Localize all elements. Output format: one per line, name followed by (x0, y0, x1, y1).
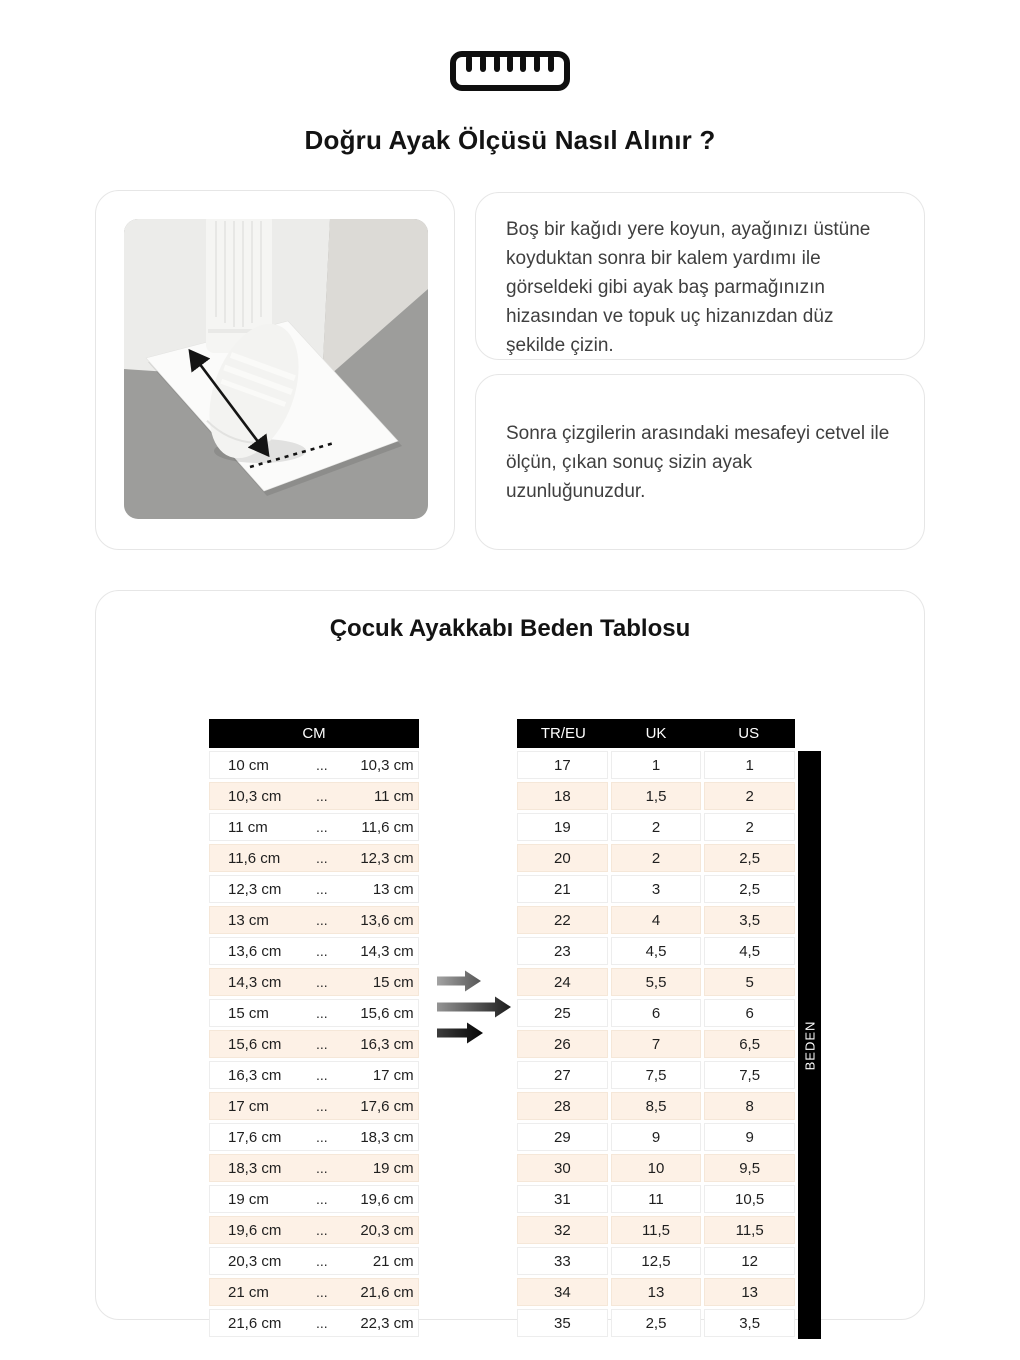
col-header-us: US (738, 725, 760, 742)
page-title: Doğru Ayak Ölçüsü Nasıl Alınır ? (304, 125, 716, 155)
cm-table-row: 15 cm ... 15,6 cm (209, 999, 419, 1027)
beden-label: BEDEN (802, 1020, 818, 1070)
cm-table-row: 18,3 cm ... 19 cm (209, 1154, 419, 1182)
conversion-table-row: 22 4 3,5 (517, 906, 795, 934)
conversion-table-header (517, 719, 795, 748)
cm-table-header: CM (209, 719, 419, 748)
size-chart-card (95, 590, 925, 1332)
arrows-right-icon (434, 969, 514, 1049)
cm-table-row: 14,3 cm ... 15 cm (209, 968, 419, 996)
conversion-table-row: 28 8,5 8 (517, 1092, 795, 1120)
instruction-card-1 (475, 192, 925, 360)
cm-table-row: 10,3 cm ... 11 cm (209, 782, 419, 810)
cm-table-row: 12,3 cm ... 13 cm (209, 875, 419, 903)
cm-table-row: 11,6 cm ... 12,3 cm (209, 844, 419, 872)
cm-table-row: 21,6 cm ... 22,3 cm (209, 1309, 419, 1337)
cm-table-body (209, 751, 419, 1337)
cm-table-row: 17,6 cm ... 18,3 cm (209, 1123, 419, 1151)
conversion-table-row: 27 7,5 7,5 (517, 1061, 795, 1089)
conversion-table-row: 19 2 2 (517, 813, 795, 841)
instruction-step-2: Sonra çizgilerin arasındaki mesafeyi cetvel ile ölçün, çıkan sonuç sizin ayak uzunluğunuzdur. (506, 422, 890, 502)
col-header-uk: UK (645, 725, 667, 742)
cm-table-row: 16,3 cm ... 17 cm (209, 1061, 419, 1089)
page-header (0, 50, 1020, 156)
conversion-table (517, 719, 795, 1340)
cm-table-row: 21 cm ... 21,6 cm (209, 1278, 419, 1306)
cm-table-row: 17 cm ... 17,6 cm (209, 1092, 419, 1120)
conversion-table-row: 32 11,5 11,5 (517, 1216, 795, 1244)
conversion-table-row: 24 5,5 5 (517, 968, 795, 996)
ruler-icon (449, 50, 571, 92)
conversion-table-row: 17 1 1 (517, 751, 795, 779)
instruction-card-2 (475, 374, 925, 550)
foot-measure-photo (124, 219, 428, 519)
cm-table-row: 15,6 cm ... 16,3 cm (209, 1030, 419, 1058)
cm-table (209, 719, 419, 1340)
size-chart-body (96, 643, 924, 1332)
cm-table-row: 20,3 cm ... 21 cm (209, 1247, 419, 1275)
beden-side-bar (798, 751, 821, 1339)
conversion-table-row: 35 2,5 3,5 (517, 1309, 795, 1337)
conversion-table-row: 18 1,5 2 (517, 782, 795, 810)
conversion-table-row: 31 11 10,5 (517, 1185, 795, 1213)
conversion-table-row: 34 13 13 (517, 1278, 795, 1306)
cm-table-row: 19 cm ... 19,6 cm (209, 1185, 419, 1213)
conversion-table-row: 30 10 9,5 (517, 1154, 795, 1182)
conversion-table-row: 23 4,5 4,5 (517, 937, 795, 965)
cm-table-row: 10 cm ... 10,3 cm (209, 751, 419, 779)
conversion-table-row: 25 6 6 (517, 999, 795, 1027)
cm-table-row: 11 cm ... 11,6 cm (209, 813, 419, 841)
conversion-table-row: 26 7 6,5 (517, 1030, 795, 1058)
conversion-table-row: 20 2 2,5 (517, 844, 795, 872)
conversion-table-row: 21 3 2,5 (517, 875, 795, 903)
instruction-step-1: Boş bir kağıdı yere koyun, ayağınızı üstüne koyduktan sonra bir kalem yardımı ile görseldeki gibi ayak baş parmağınızın hizasından ve topuk uç hizanızdan düz şekilde çizin. (506, 219, 871, 356)
cm-table-row: 13,6 cm ... 14,3 cm (209, 937, 419, 965)
conversion-table-row: 33 12,5 12 (517, 1247, 795, 1275)
col-header-tr-eu: TR/EU (540, 725, 586, 742)
conversion-table-body (517, 751, 795, 1337)
measure-photo-card (95, 190, 455, 550)
conversion-table-row: 29 9 9 (517, 1123, 795, 1151)
size-chart-title: Çocuk Ayakkabı Beden Tablosu (329, 615, 691, 642)
cm-table-row: 13 cm ... 13,6 cm (209, 906, 419, 934)
cm-table-row: 19,6 cm ... 20,3 cm (209, 1216, 419, 1244)
